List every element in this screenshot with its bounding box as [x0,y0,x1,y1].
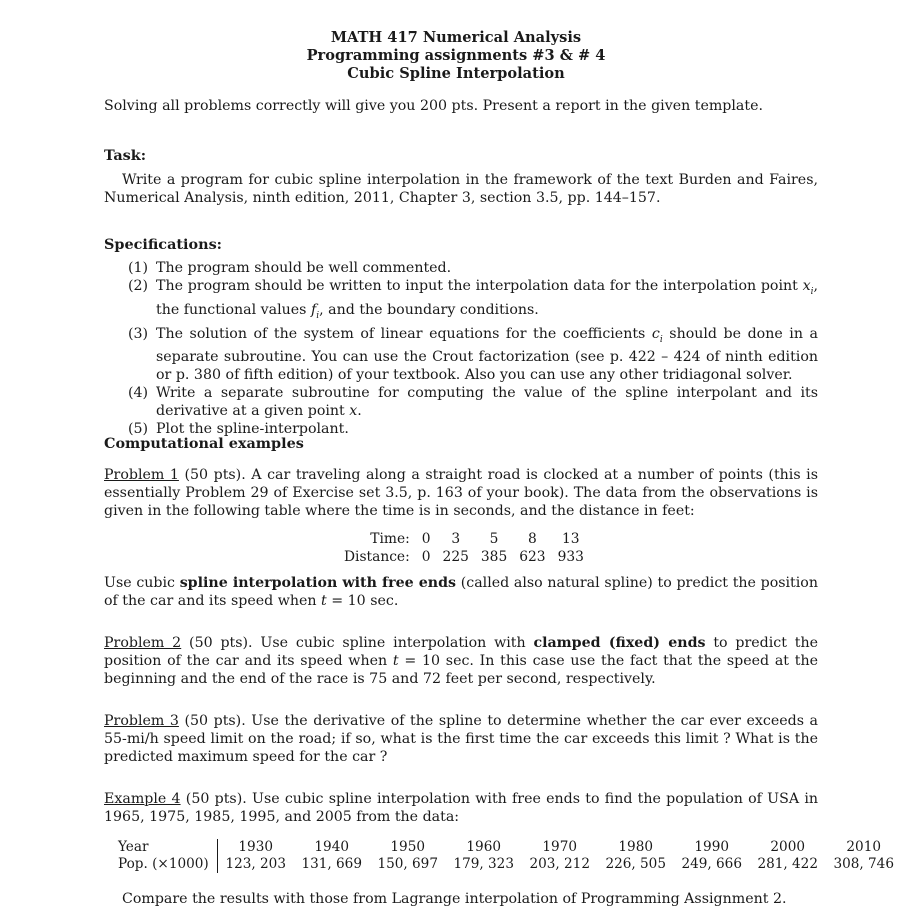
followup-bold: spline interpolation with free ends [179,575,457,591]
math-var-x: x [349,403,358,420]
table-cell: 1980 [618,839,654,855]
spec-item-3 [128,325,818,385]
table-row [104,839,902,856]
spec-number: (5) [128,421,149,438]
problem2-post: = 10 sec. In this case use the fact that the speed at the beginning and the end of the race is 75 and 72 feet per second, respectively. [104,653,818,687]
math-var-t: t [392,653,399,669]
problem3-paragraph [104,712,818,766]
math-sub-i: i [659,334,663,345]
intro-paragraph: Solving all problems correctly will give you 200 pts. Present a report in the given template. [104,98,763,114]
table-cell: 281, 422 [757,856,818,872]
spec-item-1 [128,259,818,277]
table-cell: 1960 [466,839,502,855]
task-text: Write a program for cubic spline interpolation in the framework of the text Burden and Faires, Numerical Analysis, ninth edition, 2011, Chapter 3, section 3.5, pp. 144–157. [104,172,818,206]
problem1-followup [104,574,818,610]
spec-text-pre: Write a separate subroutine for computing the value of the spline interpolant and its derivative at a given point [156,385,818,420]
spec-item-2 [128,277,818,325]
table-cell: 1940 [314,839,350,855]
followup-mid: (called also natural spline) to predict the position of the car and its speed when [104,575,818,609]
table-cell: 2000 [770,839,806,855]
spec-number: (4) [128,385,149,402]
table-row [104,856,902,873]
table-cell: 203, 212 [529,856,590,872]
problem2-label: Problem 2 [104,635,182,651]
problem2-bold: clamped (fixed) ends [533,635,706,651]
table-cell: 131, 669 [301,856,362,872]
population-table [104,839,902,873]
document-title-block [0,29,912,83]
math-sub-i: i [810,286,814,297]
problem2-pre: (50 pts). Use cubic spline interpolation with [181,635,534,651]
distance-label: Distance: [344,549,410,565]
specifications-list [128,259,818,438]
spec-text-pre: The program should be written to input the interpolation data for the interpolation point [156,278,803,294]
spec-text-post: , and the boundary conditions. [319,301,539,318]
spec-text: Plot the spline-interpolant. [156,421,349,438]
followup-pre: Use cubic [104,575,180,591]
task-heading: Task: [104,147,147,164]
table-cell: 0 [421,549,431,565]
table-cell: 0 [421,531,431,547]
car-data-table [338,530,590,566]
table-cell: 308, 746 [833,856,894,872]
spec-number: (2) [128,278,149,294]
year-label: Year [104,839,217,856]
table-cell: 225 [442,549,469,565]
followup-post: = 10 sec. [326,593,399,609]
table-cell: 1970 [542,839,578,855]
table-cell: 13 [561,531,580,547]
spec-text-pre: The solution of the system of linear equations for the coefficients [156,325,652,342]
spec-text-mid: , the functional values [156,278,818,318]
table-cell: 3 [451,531,461,547]
table-cell: 123, 203 [225,856,286,872]
table-cell: 1950 [390,839,426,855]
table-cell: 249, 666 [681,856,742,872]
math-sub-i: i [316,310,320,321]
example4-text: (50 pts). Use cubic spline interpolation with free ends to find the population of USA in 1965, 1975, 1985, 1995, and 2005 from the data: [104,791,818,825]
math-var-f: f [310,301,317,318]
pop-label: Pop. (×1000) [104,856,217,873]
table-cell: 1930 [238,839,274,855]
problem2-paragraph [104,634,818,688]
example4-paragraph [104,790,818,826]
problem2-mid: to predict the position of the car and its speed when [104,635,818,669]
computational-examples-heading: Computational examples [104,435,304,452]
compare-sentence: Compare the results with those from Lagrange interpolation of Programming Assignment 2. [122,891,787,907]
problem1-paragraph [104,466,818,520]
table-cell: 150, 697 [377,856,438,872]
table-cell: 8 [528,531,537,547]
table-cell: 2010 [846,839,882,855]
table-cell: 1990 [694,839,730,855]
table-row [338,530,590,548]
table-cell: 226, 505 [605,856,666,872]
table-row [338,548,590,566]
table-cell: 179, 323 [453,856,514,872]
table-cell: 623 [519,549,546,565]
spec-text-post: should be done in a separate subroutine. You can use the Crout factorization (see p. 422 – 424 of ninth edition or p. 380 of fifth edition) of your textbook. Also you can use any other tridiagonal solver. [156,325,818,384]
problem3-label: Problem 3 [104,713,179,729]
math-var-c: c [651,325,660,342]
spec-number: (3) [128,325,149,342]
course-title: MATH 417 Numerical Analysis [330,29,582,46]
table-cell: 5 [489,531,499,547]
assignment-title: Programming assignments #3 & # 4 [306,47,606,64]
table-cell: 385 [480,549,508,565]
specifications-heading: Specifications: [104,236,222,253]
table-cell: 933 [557,549,584,565]
math-var-x: x [802,278,811,294]
example4-label: Example 4 [104,791,181,807]
spec-item-4 [128,384,818,420]
topic-title: Cubic Spline Interpolation [347,65,565,82]
problem1-label: Problem 1 [104,467,179,483]
math-var-t: t [321,593,327,609]
spec-text: The program should be well commented. [156,260,452,276]
problem1-text: (50 pts). A car traveling along a straight road is clocked at a number of points (this is essentially Problem 29 of Exercise set 3.5, p. 163 of your book). The data from the observations is given in the following table where the time is in seconds, and the distance in feet: [104,467,818,519]
spec-text-post: . [357,403,362,420]
spec-number: (1) [128,260,149,276]
time-label: Time: [370,531,410,547]
problem3-text: (50 pts). Use the derivative of the spline to determine whether the car ever exceeds a 55-mi/h speed limit on the road; if so, what is the first time the car exceeds this limit ? What is the predicted maximum speed for the car ? [104,713,818,765]
